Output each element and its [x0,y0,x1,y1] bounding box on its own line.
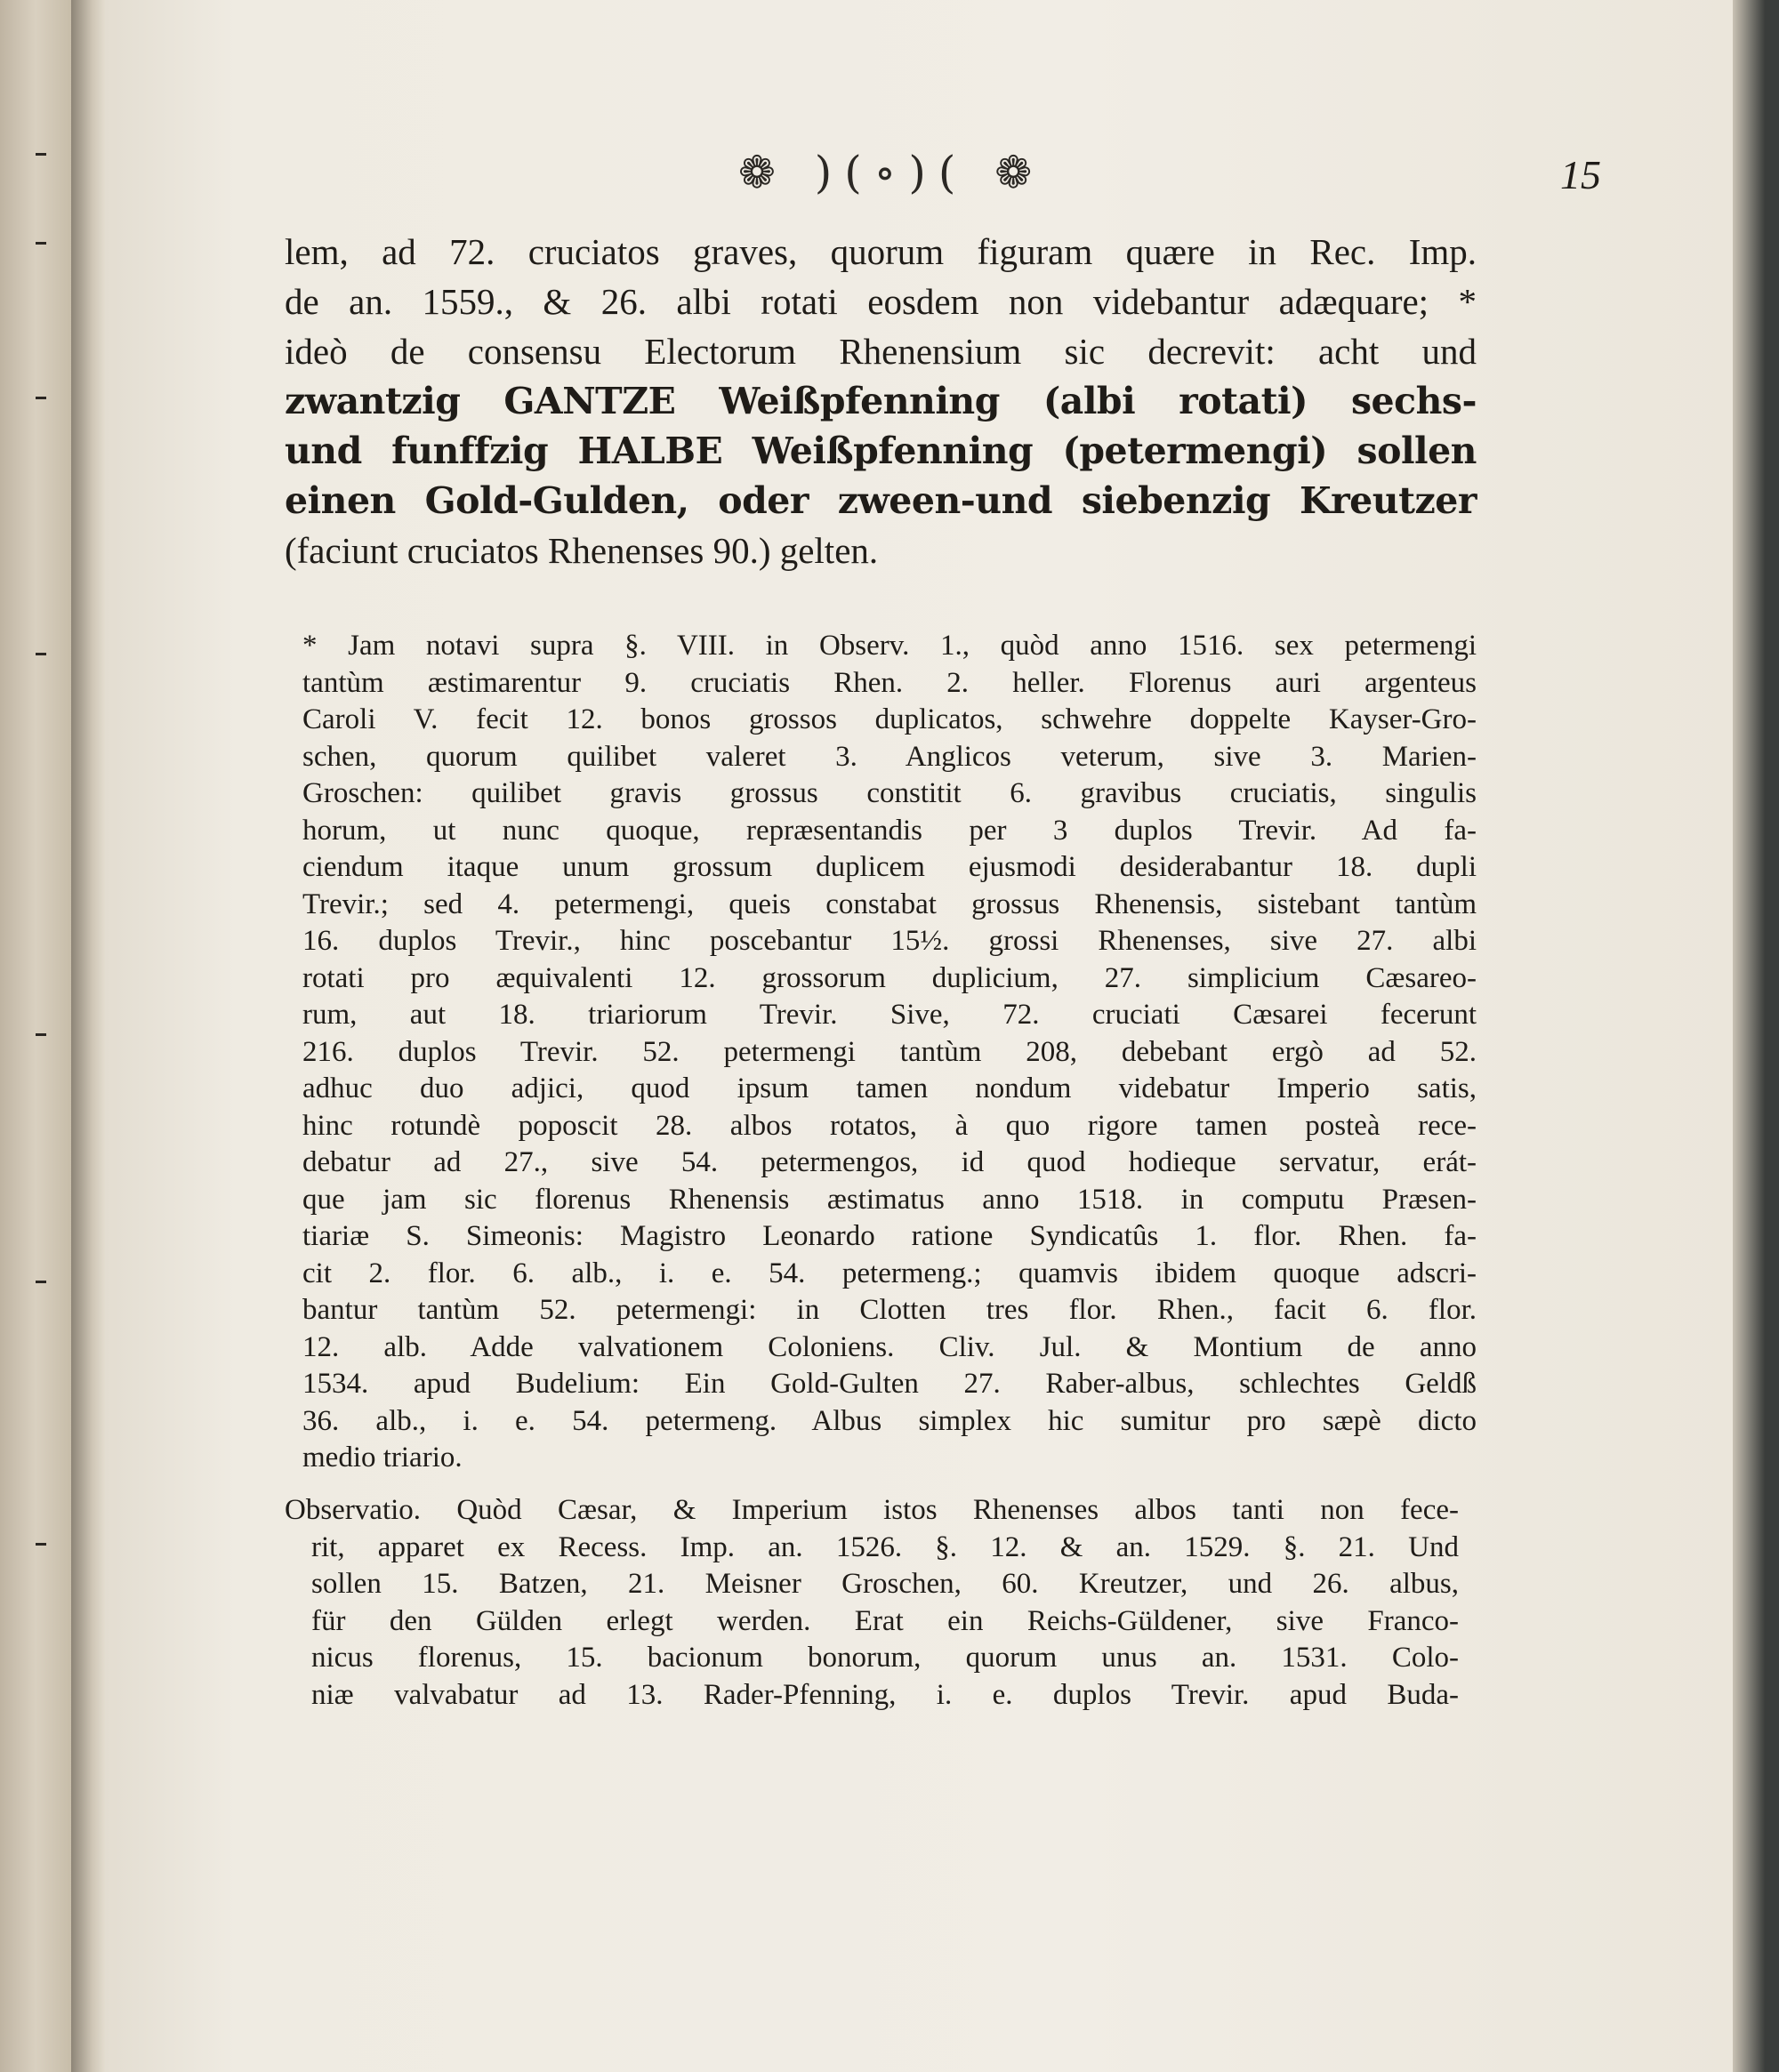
footnote-line: rum, aut 18. triariorum Trevir. Sive, 72. cruciati Cæsarei fecerunt [302,999,1477,1031]
observation-line: Observatio. Quòd Cæsar, & Imperium istos Rhenenses albos tanti non fece- [285,1494,1459,1526]
text-line: zwantzig GANTZE Weißpfenning (albi rotati) sechs- [285,380,1477,422]
footnote-line: Groschen: quilibet gravis grossus constitit 6. gravibus cruciatis, singulis [302,777,1477,809]
running-header [534,142,1601,213]
footnote-line: 16. duplos Trevir., hinc poscebantur 15½. grossi Rhenenses, sive 27. albi [302,925,1477,957]
book-gutter [71,0,107,2072]
page-edge-shadow [1733,0,1779,2072]
margin-mark [36,1543,46,1546]
observation-line: sollen 15. Batzen, 21. Meisner Groschen, 60. Kreutzer, und 26. albus, [311,1568,1459,1600]
text-line: ideò de consensu Electorum Rhenensium sic decrevit: acht und [285,331,1477,372]
text-line: de an. 1559., & 26. albi rotati eosdem non videbantur adæquare; * [285,281,1477,322]
observation-line: für den Gülden erlegt werden. Erat ein Reichs-Güldener, sive Franco- [311,1604,1459,1637]
footnote-line: cit 2. flor. 6. alb., i. e. 54. petermeng.; quamvis ibidem quoque adscri- [302,1257,1477,1289]
footnote-line: * Jam notavi supra §. VIII. in Observ. 1., quòd anno 1516. sex petermengi [302,630,1477,662]
footnote-line: 216. duplos Trevir. 52. petermengi tantùm 208, debebant ergò ad 52. [302,1035,1477,1068]
page-number: 15 [1560,152,1601,197]
margin-mark [36,397,46,399]
header-ornament: ❁ )(∘)( ❁ [738,147,1045,198]
margin-mark [36,1281,46,1283]
footnote-line: 1534. apud Budelium: Ein Gold-Gulten 27. Raber-albus, schlechtes Geldß [302,1368,1477,1400]
text-line: lem, ad 72. cruciatos graves, quorum figuram quære in Rec. Imp. [285,231,1477,272]
observation-block [285,1492,1459,1714]
footnote-line: que jam sic florenus Rhenensis æstimatus anno 1518. in computu Præsen- [302,1183,1477,1216]
footnote-line: adhuc duo adjici, quod ipsum tamen nondum videbatur Imperio satis, [302,1072,1477,1104]
footnote-line: medio triario. [302,1442,463,1474]
observation-line: rit, apparet ex Recess. Imp. an. 1526. §. 12. & an. 1529. §. 21. Und [311,1530,1459,1563]
text-line: (faciunt cruciatos Rhenenses 90.) gelten. [285,530,879,571]
footnote-line: debatur ad 27., sive 54. petermengos, id quod hodieque servatur, erát- [302,1146,1477,1178]
footnote-block [302,628,1477,1477]
margin-mark [36,242,46,245]
footnote-line: schen, quorum quilibet valeret 3. Anglicos veterum, sive 3. Marien- [302,740,1477,773]
footnote-line: 12. alb. Adde valvationem Coloniens. Cliv. Jul. & Montium de anno [302,1330,1477,1363]
margin-mark [36,653,46,655]
footnote-line: tantùm æstimarentur 9. cruciatis Rhen. 2. heller. Florenus auri argenteus [302,666,1477,699]
footnote-line: Trevir.; sed 4. petermengi, queis constabat grossus Rhenensis, sistebant tantùm [302,887,1477,920]
footnote-line: bantur tantùm 52. petermengi: in Clotten tres flor. Rhen., facit 6. flor. [302,1294,1477,1326]
margin-mark [36,1033,46,1036]
main-paragraph [285,227,1477,575]
facing-page-edge [0,0,71,2072]
margin-mark [36,153,46,156]
observation-line: niæ valvabatur ad 13. Rader-Pfenning, i. e. duplos Trevir. apud Buda- [311,1678,1459,1711]
footnote-line: horum, ut nunc quoque, repræsentandis per 3 duplos Trevir. Ad fa- [302,814,1477,847]
footnote-line: hinc rotundè poposcit 28. albos rotatos, à quo rigore tamen posteà rece- [302,1109,1477,1142]
text-line: einen Gold-Gulden, oder zween-und siebenzig Kreutzer [285,479,1477,522]
footnote-line: 36. alb., i. e. 54. petermeng. Albus simplex hic sumitur pro sæpè dicto [302,1404,1477,1437]
footnote-line: ciendum itaque unum grossum duplicem ejusmodi desiderabantur 18. dupli [302,851,1477,883]
footnote-line: Caroli V. fecit 12. bonos grossos duplicatos, schwehre doppelte Kayser-Gro- [302,703,1477,735]
observation-line: nicus florenus, 15. bacionum bonorum, quorum unus an. 1531. Colo- [311,1642,1459,1674]
footnote-line: tiariæ S. Simeonis: Magistro Leonardo ratione Syndicatûs 1. flor. Rhen. fa- [302,1220,1477,1252]
text-line: und funffzig HALBE Weißpfenning (petermengi) sollen [285,430,1477,472]
footnote-line: rotati pro æquivalenti 12. grossorum duplicium, 27. simplicium Cæsareo- [302,961,1477,994]
